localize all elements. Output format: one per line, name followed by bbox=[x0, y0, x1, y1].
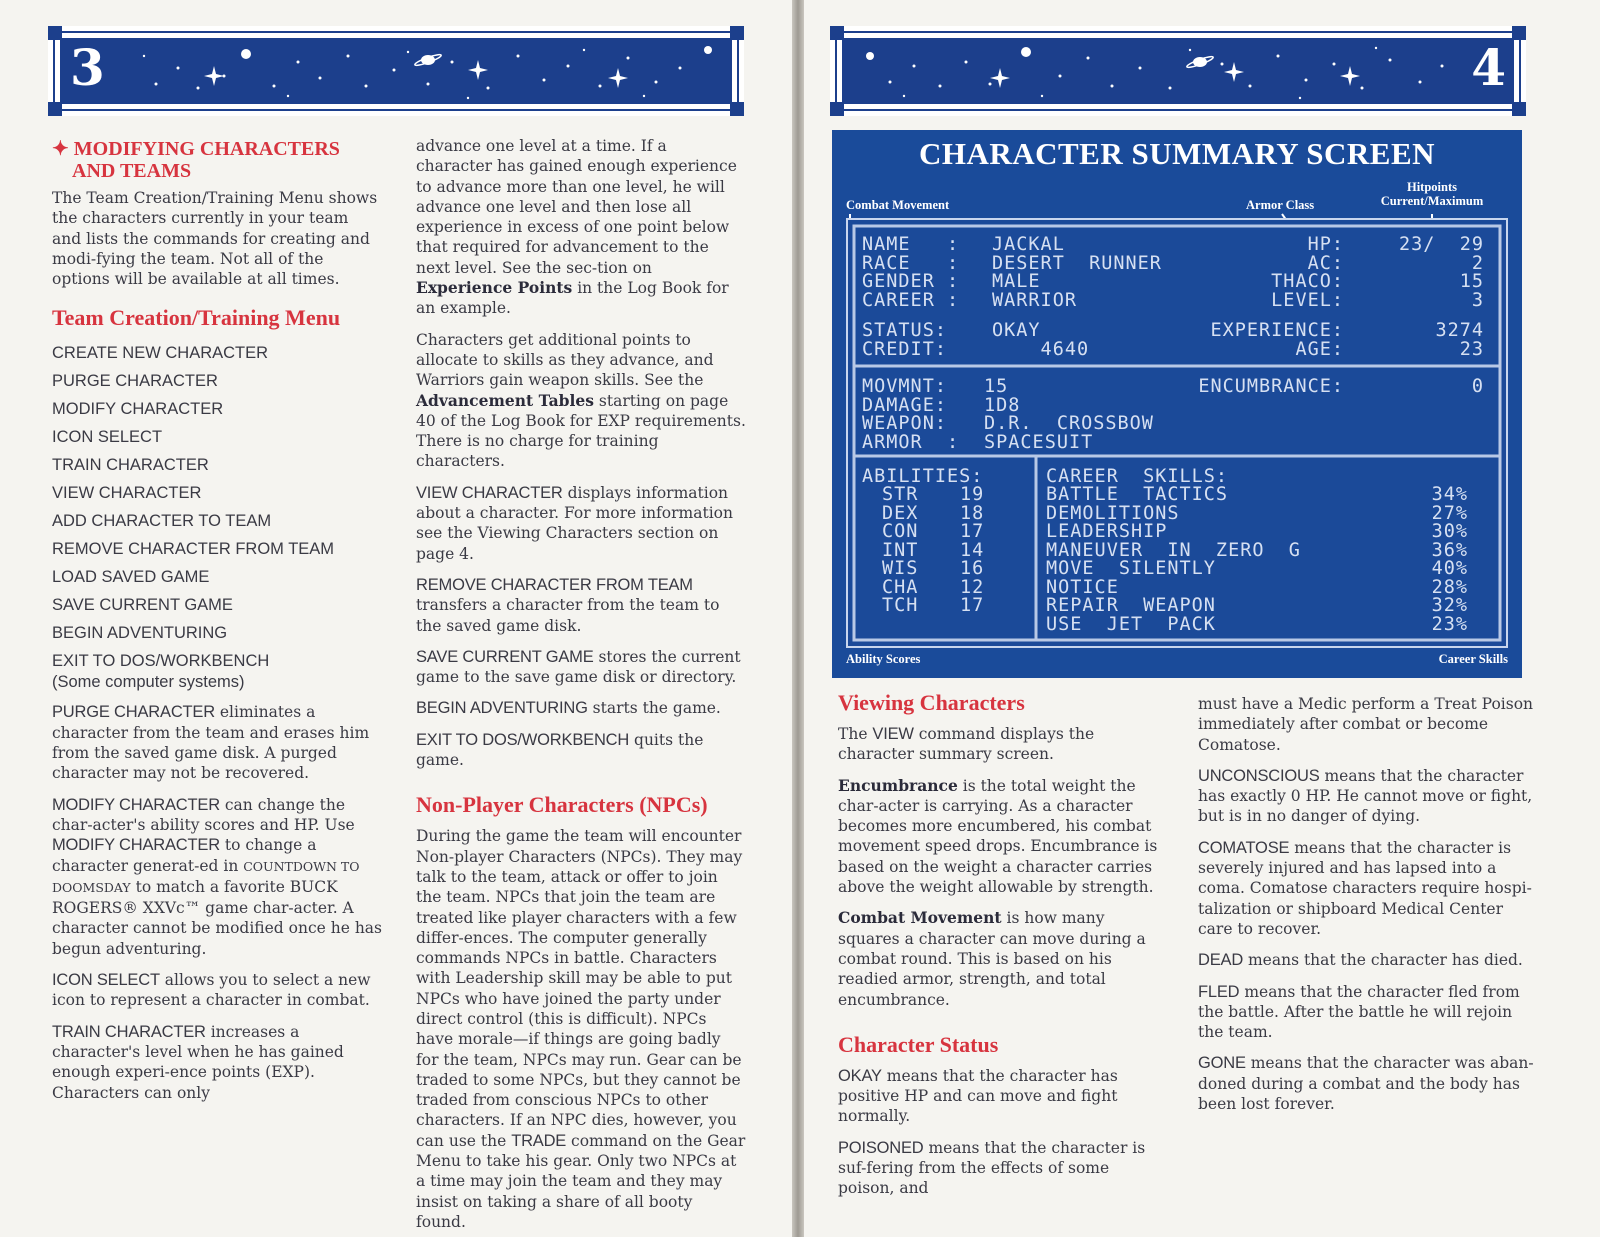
poison-continued-paragraph: must have a Medic perform a Treat Poison immediately after combat or become Comatose. bbox=[1198, 695, 1534, 754]
menu-item: REMOVE CHARACTER FROM TEAM bbox=[52, 540, 335, 559]
skills-paragraph: Characters get additional points to allocate to skills as they advance, and Warriors gain weapon skills. See the Advancement Tables starting on page 40 of the Log Book for EXP requirements. There is no charge for training characters. bbox=[416, 330, 746, 471]
view-paragraph: VIEW CHARACTER displays information about a character. For more information see the Viewing Characters section on page 4. bbox=[416, 483, 733, 563]
menu-item: SAVE CURRENT GAME bbox=[52, 596, 233, 615]
menu-item: TRAIN CHARACTER bbox=[52, 456, 209, 475]
combat-labels: MOVMNT: DAMAGE: WEAPON: ARMOR : bbox=[862, 376, 960, 453]
character-summary-panel bbox=[832, 130, 1522, 678]
caption-armor-class: Armor Class bbox=[1246, 198, 1315, 212]
menu-item: LOAD SAVED GAME bbox=[52, 568, 210, 587]
npc-paragraph: During the game the team will encounter Non-player Characters (NPCs). They may talk to the team, attack or offer to join the team. NPCs that join the team are treated like player characters with a few differ-ences. The computer generally commands NPCs in battle. Characters with Leadership skill may be able to put NPCs who have joined the party under direct control (this is difficult). NPCs have morale—if things are going badly for the team, NPCs may run. Gear can be traded to some NPCs, but they cannot be traded from conscious NPCs to other characters. If an NPC dies, however, you can use the TRADE command on the Gear Menu to take his gear. Only two NPCs at a time may join the team and they may insist on taking a share of all booty found. bbox=[416, 827, 746, 1231]
summary-title: CHARACTER SUMMARY SCREEN bbox=[918, 136, 1436, 171]
menu-item: MODIFY CHARACTER bbox=[52, 400, 224, 419]
info-labels: NAME : RACE : GENDER : CAREER : bbox=[862, 234, 960, 311]
starfield-graphic bbox=[48, 26, 744, 116]
viewing-heading: Viewing Characters bbox=[838, 690, 1025, 715]
right-column-1 bbox=[838, 690, 1168, 1210]
team-menu-list bbox=[52, 339, 382, 692]
caption-ability-scores: Ability Scores bbox=[846, 652, 921, 666]
stat-values: 23/ 29 2 15 3 bbox=[1399, 234, 1484, 311]
career-skill-values: 34% 27% 30% 36% 40% 28% 32% 23% bbox=[1431, 484, 1468, 635]
combat-values: 15 1D8 D.R. CROSSBOW SPACESUIT bbox=[984, 376, 1154, 453]
star-banner-right bbox=[830, 26, 1526, 116]
fled-paragraph: FLED means that the character fled from the battle. After the battle he will rejoin the team. bbox=[1198, 982, 1520, 1042]
menu-item: ICON SELECT bbox=[52, 428, 163, 447]
section-heading-modifying: ✦ MODIFYING CHARACTERS AND TEAMS bbox=[52, 138, 340, 182]
advance-paragraph: advance one level at a time. If a character has gained enough experience to advance more than one level, he will advance one level and then lose all experience in excess of one point below that required for advancement to the next level. See the sec-tion on Experience Points in the Log Book for an example. bbox=[416, 137, 737, 318]
character-status-heading: Character Status bbox=[838, 1031, 999, 1057]
menu-item: PURGE CHARACTER bbox=[52, 372, 218, 391]
menu-item: EXIT TO DOS/WORKBENCH bbox=[52, 652, 270, 671]
exit-paragraph: EXIT TO DOS/WORKBENCH quits the game. bbox=[416, 730, 704, 770]
game-screen bbox=[846, 218, 1508, 648]
menu-item: BEGIN ADVENTURING bbox=[52, 624, 228, 643]
career-skills-header: CAREER SKILLS: bbox=[1046, 466, 1229, 487]
status-values: OKAY 4640 bbox=[992, 320, 1090, 360]
status-labels: STATUS: CREDIT: bbox=[862, 320, 947, 360]
left-column-2 bbox=[416, 136, 746, 1237]
poisoned-paragraph: POISONED means that the character is suf-fering from the effects of some poison, and bbox=[838, 1138, 1146, 1198]
modify-paragraph: MODIFY CHARACTER can change the char-acter's ability scores and HP. Use MODIFY CHARACTER to change a character generat-ed in COUNTDOWN TO DOOMSDAY to match a favorite BUCK ROGERS® XXVc™ game char-acter. A character cannot be modified once he has begun adventuring. bbox=[52, 795, 382, 958]
experience-values: 3274 23 bbox=[1435, 320, 1484, 360]
book-gutter bbox=[792, 0, 804, 1237]
gone-paragraph: GONE means that the character was aban-doned during a combat and the body has been lost forever. bbox=[1198, 1054, 1534, 1114]
view-command-paragraph: The VIEW command displays the character summary screen. bbox=[838, 725, 1095, 764]
menu-heading: Team Creation/Training Menu bbox=[52, 305, 341, 331]
menu-note: (Some computer systems) bbox=[52, 673, 245, 692]
abilities-header: ABILITIES: bbox=[862, 466, 984, 487]
page-number: 3 bbox=[70, 38, 105, 97]
remove-paragraph: REMOVE CHARACTER FROM TEAM transfers a character from the team to the saved game disk. bbox=[416, 575, 720, 635]
npc-heading: Non-Player Characters (NPCs) bbox=[416, 792, 708, 818]
encumbrance-label: ENCUMBRANCE: bbox=[1198, 376, 1344, 397]
train-paragraph: TRAIN CHARACTER increases a character's level when he has gained enough experi-ence points (EXP). Characters can only bbox=[52, 1022, 344, 1102]
ability-names: STR DEX CON INT WIS CHA TCH bbox=[882, 484, 919, 616]
unconscious-paragraph: UNCONSCIOUS means that the character has exactly 0 HP. He cannot move or fight, but is in no danger of dying. bbox=[1198, 766, 1533, 826]
menu-item: ADD CHARACTER TO TEAM bbox=[52, 512, 272, 531]
begin-paragraph: BEGIN ADVENTURING starts the game. bbox=[416, 699, 721, 718]
dead-paragraph: DEAD means that the character has died. bbox=[1198, 951, 1523, 970]
stat-labels: HP: AC: THACO: LEVEL: bbox=[1271, 234, 1344, 311]
caption-career-skills: Career Skills bbox=[1438, 652, 1508, 666]
star-banner-left bbox=[48, 26, 744, 116]
starfield-graphic bbox=[830, 26, 1526, 116]
right-page bbox=[804, 0, 1600, 1237]
career-skill-names: BATTLE TACTICS DEMOLITIONS LEADERSHIP MANEUVER IN ZERO G MOVE SILENTLY NOTICE REPAIR WEAPON USE JET PACK bbox=[1046, 484, 1301, 635]
icon-select-paragraph: ICON SELECT allows you to select a new icon to represent a character in combat. bbox=[52, 971, 371, 1010]
right-column-2 bbox=[1198, 694, 1538, 1125]
left-column-1 bbox=[52, 138, 382, 1114]
comatose-paragraph: COMATOSE means that the character is severely injured and has lapsed into a coma. Comatose characters require hospi-talization or shipboard Medical Center care to recover. bbox=[1198, 838, 1532, 938]
intro-paragraph: The Team Creation/Training Menu shows the characters currently in your team and lists the commands for creating and modi-fying the team. Not all of the options will be available at all times. bbox=[52, 189, 378, 289]
ability-scores: 19 18 17 14 16 12 17 bbox=[960, 484, 985, 616]
save-paragraph: SAVE CURRENT GAME stores the current game to the save game disk or directory. bbox=[416, 647, 741, 687]
left-page bbox=[0, 0, 792, 1237]
menu-item: CREATE NEW CHARACTER bbox=[52, 344, 269, 363]
info-values: JACKAL DESERT RUNNER MALE WARRIOR bbox=[992, 234, 1162, 311]
purge-paragraph: PURGE CHARACTER eliminates a character from the team and erases him from the saved game disk. A purged character may not be recovered. bbox=[52, 703, 370, 783]
caption-combat-movement: Combat Movement bbox=[846, 198, 950, 212]
experience-labels: EXPERIENCE: AGE: bbox=[1210, 320, 1344, 360]
combat-movement-paragraph: Combat Movement is how many squares a character can move during a combat round. This is based on his readied armor, strength, and total encumbrance. bbox=[838, 908, 1146, 1009]
page-number: 4 bbox=[1471, 38, 1506, 97]
encumbrance-paragraph: Encumbrance is the total weight the char-acter is carrying. As a character becomes more encumbered, his combat movement speed drops. Encumbrance is based on the weight a character carries above the weight allowable by strength. bbox=[838, 775, 1158, 897]
caption-hitpoints: Hitpoints Current/Maximum bbox=[1380, 180, 1484, 208]
menu-item: VIEW CHARACTER bbox=[52, 484, 202, 503]
okay-paragraph: OKAY means that the character has positive HP and can move and fight normally. bbox=[838, 1066, 1118, 1126]
encumbrance-value: 0 bbox=[1471, 376, 1484, 397]
